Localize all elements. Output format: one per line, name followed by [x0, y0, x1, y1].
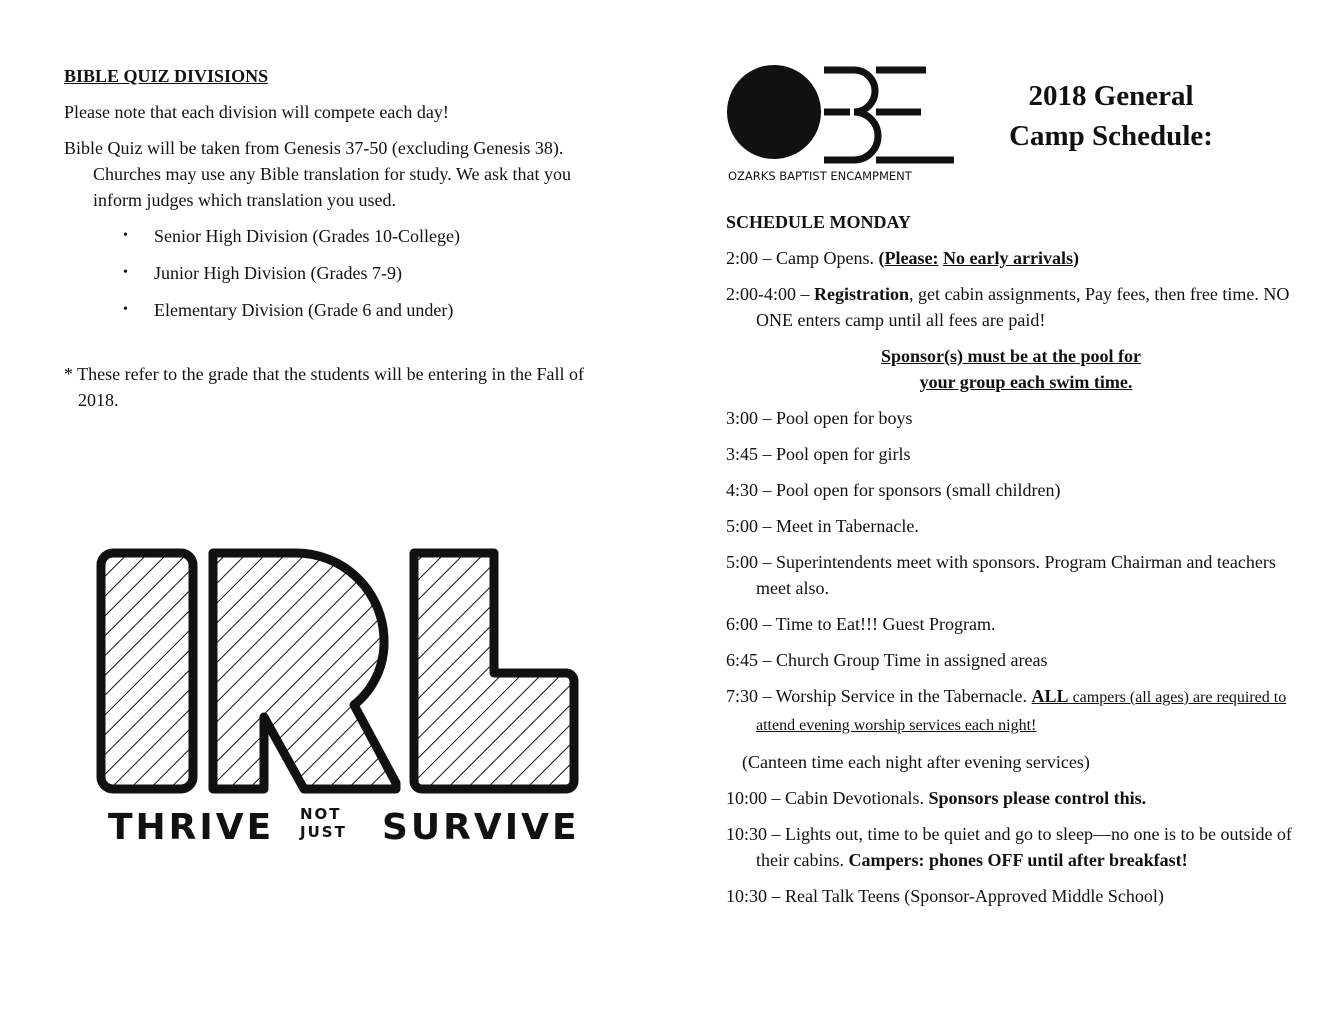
irl-letter-r — [213, 553, 396, 789]
item-text: 7:30 – Worship Service in the Tabernacle. — [726, 686, 1032, 706]
tagline-just: JUST — [300, 823, 347, 841]
irl-letter-l — [414, 553, 574, 789]
title-line-1: 2018 General — [1028, 80, 1194, 112]
schedule-heading: SCHEDULE MONDAY — [726, 212, 911, 232]
schedule-item: 5:00 – Meet in Tabernacle. — [726, 516, 919, 536]
item-text: 2:00-4:00 – — [726, 284, 814, 304]
grade-note: * These refer to the grade that the students will be entering in the Fall of 2018. — [64, 364, 585, 410]
item-text: campers (all ages) are required to attend evening worship services each night! — [756, 689, 1287, 734]
irl-logo — [96, 545, 582, 845]
obe-logo — [726, 62, 956, 188]
item-text: , get cabin assignments, Pay fees, then free time. NO ONE enters camp until all fees are paid! — [756, 284, 1290, 330]
schedule-item — [726, 821, 1296, 873]
division-item: • Elementary Division (Grade 6 and under) — [64, 297, 609, 323]
schedule-item: 5:00 – Superintendents meet with sponsors. Program Chairman and teachers meet also. — [726, 552, 1276, 598]
schedule-item: 3:45 – Pool open for girls — [726, 444, 911, 464]
item-text: No early arrivals — [942, 248, 1073, 268]
item-text: Please: — [884, 248, 939, 268]
sponsor-note-line: Sponsor(s) must be at the pool for — [880, 346, 1141, 366]
schedule-item — [726, 683, 1296, 739]
bible-quiz-section — [64, 66, 609, 413]
schedule-item: 10:30 – Real Talk Teens (Sponsor-Approved Middle School) — [726, 886, 1164, 906]
item-text: ) — [1072, 248, 1079, 268]
title-line-2: Camp Schedule: — [1009, 120, 1213, 152]
sponsor-note-line: your group each swim time. — [919, 372, 1133, 392]
item-text: ( — [878, 248, 885, 268]
division-item: • Junior High Division (Grades 7-9) — [64, 260, 609, 286]
schedule-item: 6:45 – Church Group Time in assigned areas — [726, 650, 1048, 670]
tagline-not: NOT — [300, 805, 342, 823]
schedule-title — [998, 76, 1224, 156]
schedule-item: 3:00 – Pool open for boys — [726, 408, 913, 428]
schedule-item — [726, 245, 1296, 271]
item-text: 10:30 – Lights out, time to be quiet and go to sleep—no one is to be outside of their cabins. — [726, 824, 1292, 870]
tagline-survive: SURVIVE — [382, 807, 580, 845]
schedule-item — [726, 281, 1296, 333]
division-list — [64, 223, 609, 323]
item-text: Campers: phones OFF until after breakfast! — [848, 850, 1188, 870]
obe-caption: OZARKS BAPTIST ENCAMPMENT — [728, 169, 912, 183]
division-item: • Senior High Division (Grades 10-College) — [64, 223, 609, 249]
irl-letter-i — [101, 553, 193, 789]
bible-quiz-intro: Please note that each division will compete each day! — [64, 102, 449, 122]
item-text: Registration — [814, 284, 909, 304]
item-text: Sponsors please control this. — [928, 788, 1147, 808]
item-text: 10:00 – Cabin Devotionals. — [726, 788, 929, 808]
canteen-note: (Canteen time each night after evening services) — [742, 752, 1090, 772]
item-text: ALL — [1031, 686, 1069, 706]
tagline-thrive: THRIVE — [108, 807, 275, 845]
obe-circle — [727, 65, 821, 159]
schedule-item: 6:00 – Time to Eat!!! Guest Program. — [726, 614, 996, 634]
bible-quiz-paragraph: Bible Quiz will be taken from Genesis 37-50 (excluding Genesis 38). Churches may use any Bible translation for study. We ask that you inform judges which translation you used. — [64, 138, 571, 210]
schedule-item: 4:30 – Pool open for sponsors (small children) — [726, 480, 1061, 500]
bible-quiz-heading: BIBLE QUIZ DIVISIONS — [64, 66, 269, 86]
item-text: 2:00 – Camp Opens. — [726, 248, 879, 268]
schedule-item — [726, 785, 1296, 811]
schedule-section — [726, 212, 1296, 919]
sponsor-pool-note — [726, 343, 1296, 395]
